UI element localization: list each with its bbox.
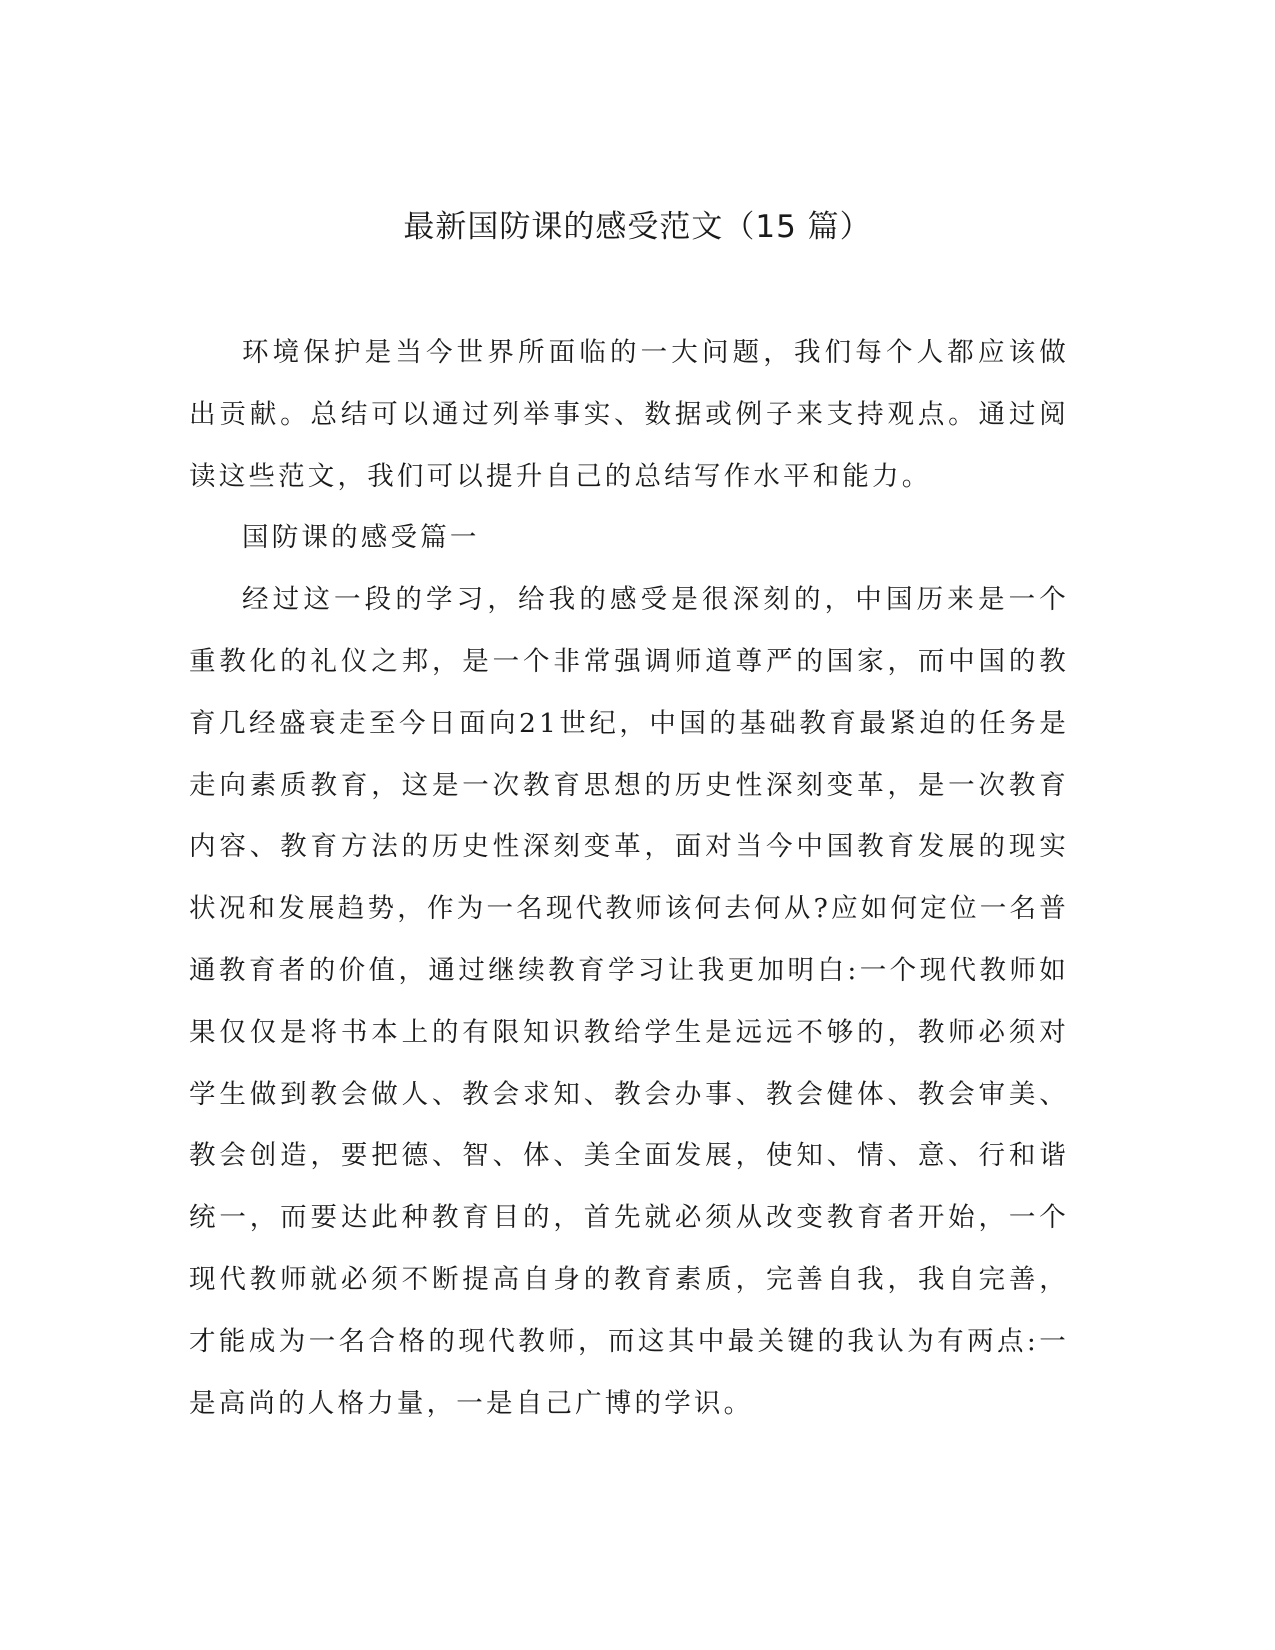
document-body bbox=[189, 322, 1069, 1434]
intro-paragraph: 环境保护是当今世界所面临的一大问题，我们每个人都应该做出贡献。总结可以通过列举事实、数据或例子来支持观点。通过阅读这些范文，我们可以提升自己的总结写作水平和能力。 bbox=[189, 337, 1069, 492]
body-paragraph: 经过这一段的学习，给我的感受是很深刻的，中国历来是一个重教化的礼仪之邦，是一个非常强调师道尊严的国家，而中国的教育几经盛衰走至今日面向21世纪，中国的基础教育最紧迫的任务是走向素质教育，这是一次教育思想的历史性深刻变革，是一次教育内容、教育方法的历史性深刻变革，面对当今中国教育发展的现实状况和发展趋势，作为一名现代教师该何去何从?应如何定位一名普通教育者的价值，通过继续教育学习让我更加明白:一个现代教师如果仅仅是将书本上的有限知识教给学生是远远不够的，教师必须对学生做到教会做人、教会求知、教会办事、教会健体、教会审美、教会创造，要把德、智、体、美全面发展，使知、情、意、行和谐统一，而要达此种教育目的，首先就必须从改变教育者开始，一个现代教师就必须不断提高自身的教育素质，完善自我，我自完善，才能成为一名合格的现代教师，而这其中最关键的我认为有两点:一是高尚的人格力量，一是自己广博的学识。 bbox=[189, 584, 1069, 1419]
document-title: 最新国防课的感受范文（15 篇） bbox=[403, 209, 872, 245]
section-heading: 国防课的感受篇一 bbox=[242, 522, 480, 554]
